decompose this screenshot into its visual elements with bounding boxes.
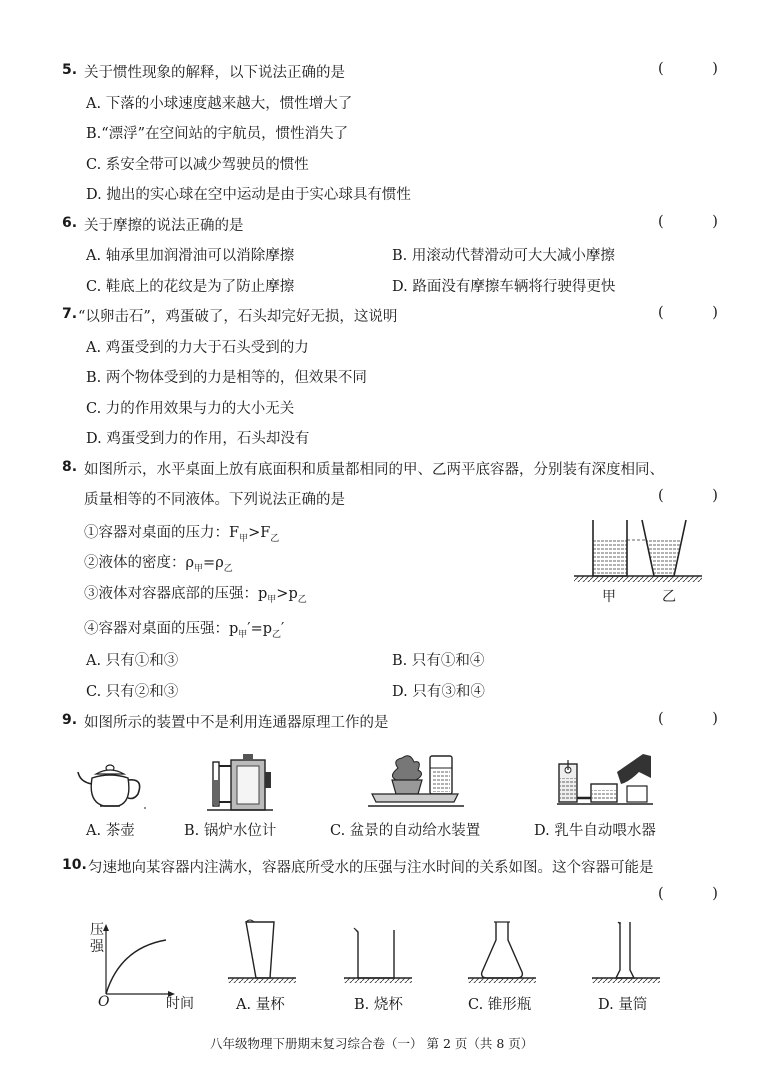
page-footer: 八年级物理下册期末复习综合卷（一） 第 2 页（共 8 页） xyxy=(210,1036,534,1051)
question-6-number: 6. xyxy=(62,215,78,231)
question-6-stem: 关于摩擦的说法正确的是 xyxy=(84,218,244,234)
question-9-option-a: A. 茶壶 xyxy=(86,823,135,839)
question-6-option-a: A. 轴承里加润滑油可以消除摩擦 xyxy=(86,248,295,264)
container-graduated-cylinder-image xyxy=(590,916,662,986)
question-7-option-b: B. 两个物体受到的力是相等的，但效果不同 xyxy=(86,370,367,386)
teapot-image xyxy=(74,760,154,812)
boiler-water-gauge-image xyxy=(205,752,277,816)
question-8-statement-2: ②液体的密度：$\rho_甲=\rho_乙$ xyxy=(84,555,233,574)
question-8-statement-3: ③液体对容器底部的压强：$p_甲>p_乙$ xyxy=(84,586,307,605)
question-7-number: 7. xyxy=(62,306,78,322)
question-8-number: 8. xyxy=(62,459,78,475)
question-6-option-b: B. 用滚动代替滑动可大大减小摩擦 xyxy=(392,248,615,264)
question-8-statement-4: ④容器对桌面的压强：$p_甲'=p_乙'$ xyxy=(84,621,285,640)
graph-origin-label: O xyxy=(98,994,110,1010)
question-5-stem: 关于惯性现象的解释，以下说法正确的是 xyxy=(84,65,345,81)
question-8-option-b: B. 只有①和④ xyxy=(392,653,485,669)
question-6-answer-paren: ( ) xyxy=(658,214,740,230)
question-10-option-c: C. 锥形瓶 xyxy=(468,997,532,1013)
question-6-option-c: C. 鞋底上的花纹是为了防止摩擦 xyxy=(86,279,295,295)
container-yi-liquid xyxy=(646,540,682,576)
container-conical-flask-image xyxy=(466,916,538,986)
question-7-option-a: A. 鸡蛋受到的力大于石头受到的力 xyxy=(86,340,309,356)
question-8-answer-paren: ( ) xyxy=(658,488,740,504)
plant-auto-water-device-image xyxy=(366,750,466,812)
question-10-stem: 匀速地向某容器内注满水，容器底所受水的压强与注水时间的关系如图。这个容器可能是 xyxy=(88,860,654,876)
question-8-containers-figure xyxy=(570,515,710,605)
figure-label-yi: 乙 xyxy=(662,589,676,605)
question-10-option-b: B. 烧杯 xyxy=(354,997,403,1013)
pressure-time-graph xyxy=(98,924,178,1000)
question-5-option-b: B.“漂浮”在空间站的宇航员，惯性消失了 xyxy=(86,126,349,142)
question-10-number: 10. xyxy=(62,857,87,873)
question-9-option-b: B. 锅炉水位计 xyxy=(184,823,277,839)
question-7-option-c: C. 力的作用效果与力的大小无关 xyxy=(86,401,295,417)
question-8-option-a: A. 只有①和③ xyxy=(86,653,179,669)
question-9-answer-paren: ( ) xyxy=(658,711,740,727)
question-5-option-a: A. 下落的小球速度越来越大，惯性增大了 xyxy=(86,96,353,112)
question-7-answer-paren: ( ) xyxy=(658,305,740,321)
question-7-option-d: D. 鸡蛋受到力的作用，石头却没有 xyxy=(86,431,310,447)
question-6-option-d: D. 路面没有摩擦车辆将行驶得更快 xyxy=(392,279,616,295)
question-9-number: 9. xyxy=(62,712,78,728)
pressure-curve xyxy=(106,940,166,994)
question-9-stem: 如图所示的装置中不是利用连通器原理工作的是 xyxy=(84,715,389,731)
question-10-answer-paren: ( ) xyxy=(658,886,740,902)
question-8-option-d: D. 只有③和④ xyxy=(392,684,485,700)
container-graduated-cup-image xyxy=(226,916,298,986)
container-jia-liquid xyxy=(593,540,627,576)
question-8-stem-line-1: 如图所示，水平桌面上放有底面积和质量都相同的甲、乙两平底容器，分别装有深度相同、 xyxy=(84,462,664,478)
question-5-answer-paren: ( ) xyxy=(658,61,740,77)
question-8-statement-1: ①容器对桌面的压力：$F_甲>F_乙$ xyxy=(84,525,280,544)
container-beaker-image xyxy=(342,916,414,986)
graph-y-label: 压 强 xyxy=(90,922,104,955)
cow-auto-feeder-image xyxy=(555,748,655,814)
question-7-stem: “以卵击石”，鸡蛋破了，石头却完好无损，这说明 xyxy=(78,309,398,325)
question-8-option-c: C. 只有②和③ xyxy=(86,684,179,700)
question-9-option-c: C. 盆景的自动给水装置 xyxy=(330,823,481,839)
question-10-option-d: D. 量筒 xyxy=(598,997,648,1013)
figure-label-jia: 甲 xyxy=(602,589,616,605)
question-5-option-c: C. 系安全带可以减少驾驶员的惯性 xyxy=(86,157,309,173)
question-5-option-d: D. 抛出的实心球在空中运动是由于实心球具有惯性 xyxy=(86,187,411,203)
question-10-option-a: A. 量杯 xyxy=(236,997,285,1013)
graph-x-label: 时间 xyxy=(166,996,194,1012)
question-8-stem-line-2: 质量相等的不同液体。下列说法正确的是 xyxy=(84,492,345,508)
question-9-option-d: D. 乳牛自动喂水器 xyxy=(534,823,656,839)
question-5-number: 5. xyxy=(62,62,78,78)
